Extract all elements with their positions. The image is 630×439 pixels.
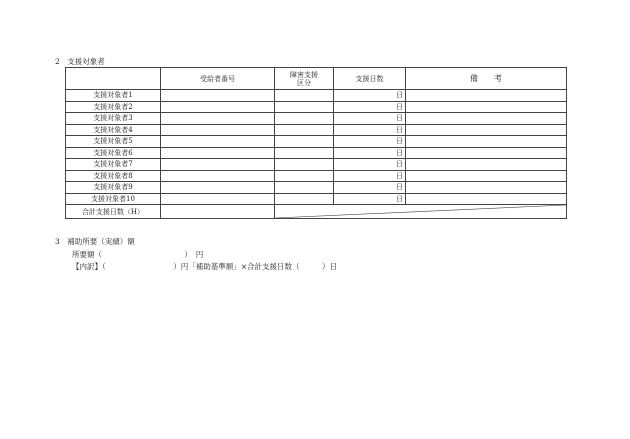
section3-title: 3 補助所要（実績）額 <box>55 237 135 246</box>
support-days-cell[interactable]: 日 <box>334 136 406 148</box>
support-days-cell[interactable]: 日 <box>334 182 406 194</box>
table-row <box>66 147 567 159</box>
recipient-number-cell[interactable] <box>161 182 275 194</box>
breakdown-line: 【内訳】（ ）円「補助基準額」×合計支援日数（ ）日 <box>72 262 338 271</box>
header-remarks: 備 考 <box>406 68 567 90</box>
support-target-label: 支援対象者2 <box>66 101 161 113</box>
remarks-cell[interactable] <box>406 170 567 182</box>
table-row <box>66 136 567 148</box>
table-row <box>66 193 567 205</box>
support-target-label: 支援対象者10 <box>66 193 161 205</box>
recipient-number-cell[interactable] <box>161 113 275 125</box>
support-target-label: 支援対象者9 <box>66 182 161 194</box>
recipient-number-cell[interactable] <box>161 136 275 148</box>
recipient-number-cell[interactable] <box>161 159 275 171</box>
recipient-number-cell[interactable] <box>161 170 275 182</box>
required-amount-line: 所要額（ ） 円 <box>72 250 204 259</box>
remarks-cell[interactable] <box>406 193 567 205</box>
header-support-days: 支援日数 <box>334 68 406 90</box>
total-days-label: 合計支援日数（H） <box>66 205 161 219</box>
remarks-cell[interactable] <box>406 182 567 194</box>
remarks-cell[interactable] <box>406 159 567 171</box>
remarks-cell[interactable] <box>406 90 567 102</box>
header-disability-level: 障害支援 区分 <box>275 68 334 90</box>
support-days-cell[interactable]: 日 <box>334 113 406 125</box>
support-target-label: 支援対象者7 <box>66 159 161 171</box>
support-target-table <box>65 67 567 219</box>
support-target-label: 支援対象者1 <box>66 90 161 102</box>
remarks-cell[interactable] <box>406 147 567 159</box>
section2-title: 2 支援対象者 <box>55 57 105 66</box>
recipient-number-cell[interactable] <box>161 90 275 102</box>
support-target-label: 支援対象者5 <box>66 136 161 148</box>
header-recipient-no: 受給者番号 <box>161 68 275 90</box>
disability-level-cell[interactable] <box>275 124 334 136</box>
support-days-cell[interactable]: 日 <box>334 101 406 113</box>
table-row <box>66 101 567 113</box>
header-blank <box>66 68 161 90</box>
disability-level-cell[interactable] <box>275 193 334 205</box>
support-target-label: 支援対象者3 <box>66 113 161 125</box>
support-days-cell[interactable]: 日 <box>334 90 406 102</box>
recipient-number-cell[interactable] <box>161 193 275 205</box>
disability-level-cell[interactable] <box>275 159 334 171</box>
support-target-label: 支援対象者4 <box>66 124 161 136</box>
support-days-cell[interactable]: 日 <box>334 170 406 182</box>
support-days-cell[interactable]: 日 <box>334 159 406 171</box>
disability-level-cell[interactable] <box>275 101 334 113</box>
remarks-cell[interactable] <box>406 124 567 136</box>
total-days-value[interactable] <box>161 205 275 219</box>
support-days-cell[interactable]: 日 <box>334 124 406 136</box>
disability-level-cell[interactable] <box>275 136 334 148</box>
disability-level-cell[interactable] <box>275 170 334 182</box>
recipient-number-cell[interactable] <box>161 147 275 159</box>
table-row <box>66 113 567 125</box>
table-row <box>66 182 567 194</box>
remarks-cell[interactable] <box>406 101 567 113</box>
disability-level-cell[interactable] <box>275 147 334 159</box>
support-target-label: 支援対象者8 <box>66 170 161 182</box>
disability-level-cell[interactable] <box>275 113 334 125</box>
support-days-cell[interactable]: 日 <box>334 193 406 205</box>
support-target-label: 支援対象者6 <box>66 147 161 159</box>
support-days-cell[interactable]: 日 <box>334 147 406 159</box>
remarks-cell[interactable] <box>406 136 567 148</box>
recipient-number-cell[interactable] <box>161 124 275 136</box>
table-row <box>66 159 567 171</box>
disability-level-cell[interactable] <box>275 182 334 194</box>
table-row <box>66 124 567 136</box>
recipient-number-cell[interactable] <box>161 101 275 113</box>
table-row <box>66 170 567 182</box>
table-row <box>66 90 567 102</box>
disability-level-cell[interactable] <box>275 90 334 102</box>
remarks-cell[interactable] <box>406 113 567 125</box>
total-days-hatched-cell <box>275 205 567 219</box>
